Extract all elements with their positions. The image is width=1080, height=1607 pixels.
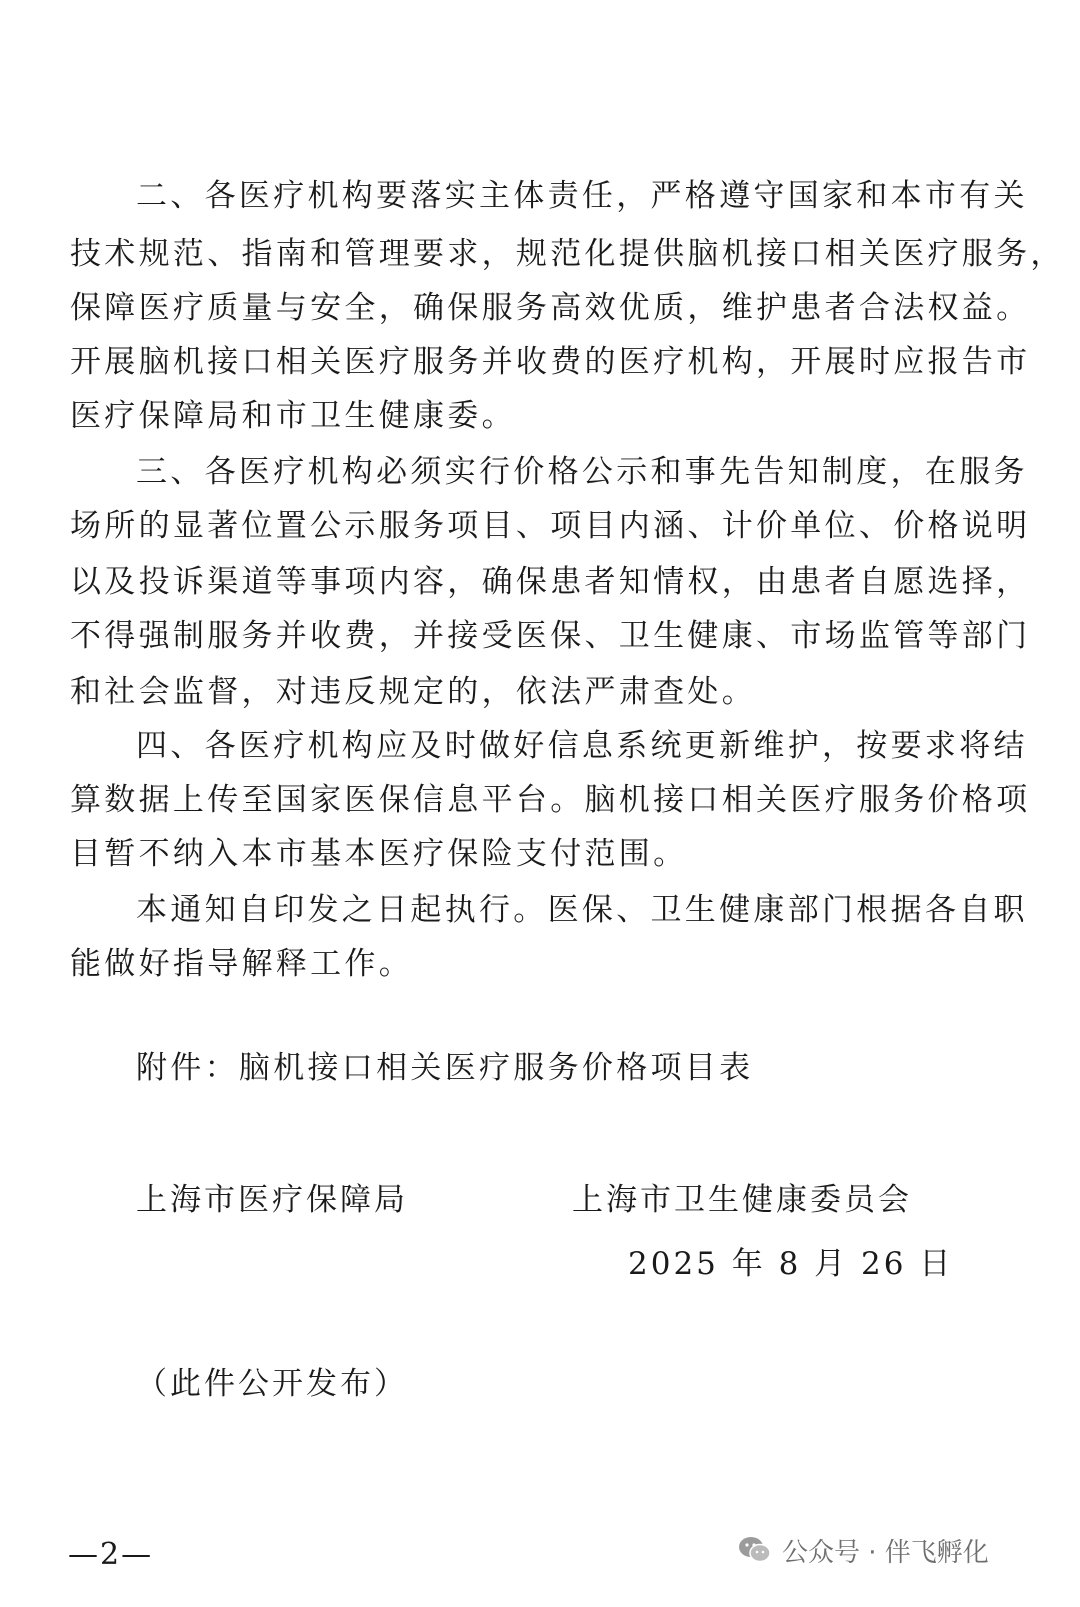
paragraph-4-line-3: 目暂不纳入本市基本医疗保险支付范围。 [70,836,688,872]
attachment-line: 附件：脑机接口相关医疗服务价格项目表 [136,1050,754,1086]
signer-left: 上海市医疗保障局 [136,1182,408,1218]
paragraph-4-line-2: 算数据上传至国家医保信息平台。脑机接口相关医疗服务价格项 [70,782,1031,818]
paragraph-2-line-5: 医疗保障局和市卫生健康委。 [70,398,516,434]
watermark [738,1530,989,1570]
paragraph-3-line-5: 和社会监督，对违反规定的，依法严肃查处。 [70,674,756,710]
paragraph-2-line-2: 技术规范、指南和管理要求，规范化提供脑机接口相关医疗服务， [70,236,1065,272]
watermark-text: 公众号 · 伴飞孵化 [782,1537,989,1568]
paragraph-3-line-3: 以及投诉渠道等事项内容，确保患者知情权，由患者自愿选择， [70,564,1031,600]
paragraph-5-line-2: 能做好指导解释工作。 [70,946,413,982]
paragraph-3-line-1: 三、各医疗机构必须实行价格公示和事先告知制度，在服务 [136,454,1028,490]
paragraph-4-line-1: 四、各医疗机构应及时做好信息系统更新维护，按要求将结 [136,728,1028,764]
paragraph-5-line-1: 本通知自印发之日起执行。医保、卫生健康部门根据各自职 [136,892,1028,928]
paragraph-3-line-2: 场所的显著位置公示服务项目、项目内涵、计价单位、价格说明 [70,508,1031,544]
signer-right: 上海市卫生健康委员会 [572,1182,912,1218]
wechat-icon [738,1535,772,1565]
paragraph-2-line-1: 二、各医疗机构要落实主体责任，严格遵守国家和本市有关 [136,178,1028,214]
page-number: —2— [68,1537,154,1572]
paragraph-2-line-3: 保障医疗质量与安全，确保服务高效优质，维护患者合法权益。 [70,290,1031,326]
paragraph-2-line-4: 开展脑机接口相关医疗服务并收费的医疗机构，开展时应报告市 [70,344,1031,380]
paragraph-3-line-4: 不得强制服务并收费，并接受医保、卫生健康、市场监管等部门 [70,618,1031,654]
issue-date: 2025 年 8 月 26 日 [628,1246,954,1282]
disclosure-note: （此件公开发布） [136,1366,408,1402]
